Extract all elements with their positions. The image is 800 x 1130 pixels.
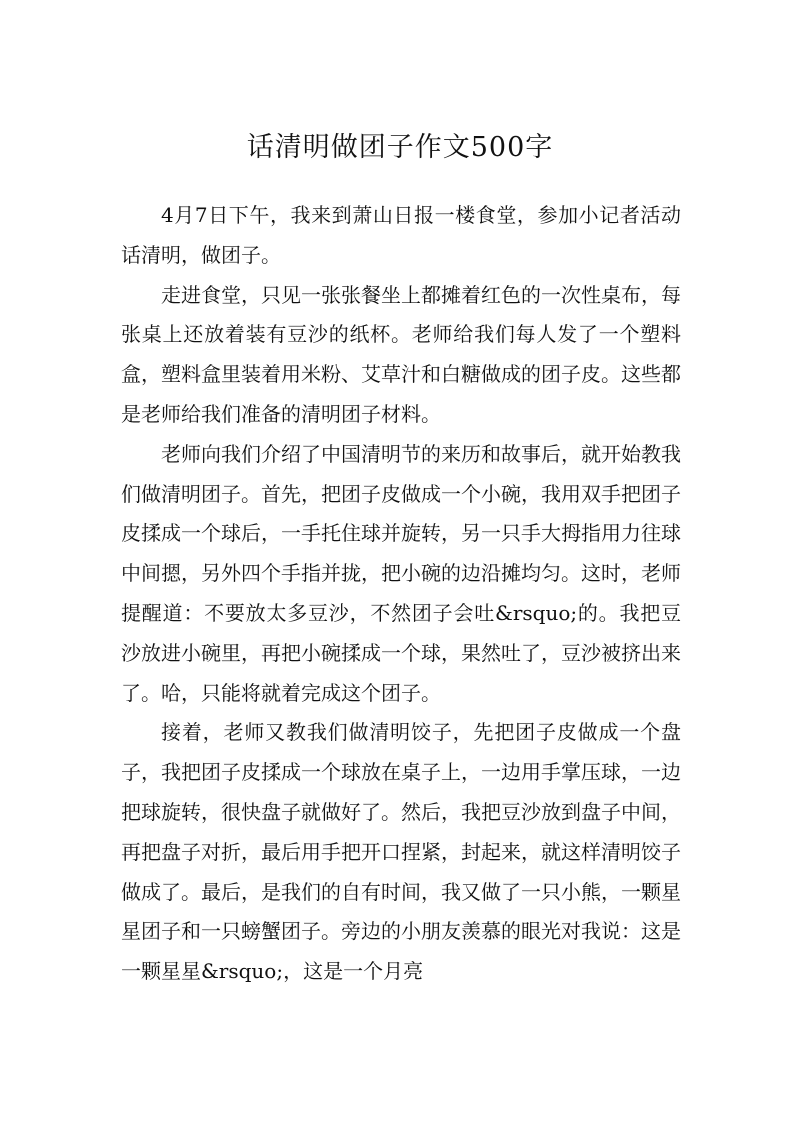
paragraph-3: 老师向我们介绍了中国清明节的来历和故事后，就开始教我们做清明团子。首先，把团子皮做成一个小碗，我用双手把团子皮揉成一个球后，一手托住球并旋转，另一只手大拇指用力往球中间摁，另外四个手指并拢，把小碗的边沿摊均匀。这时，老师提醒道：不要放太多豆沙，不然团子会吐&rsquo;的。我把豆沙放进小碗里，再把小碗揉成一个球，果然吐了，豆沙被挤出来了。哈，只能将就着完成这个团子。 bbox=[121, 441, 681, 705]
paragraph-2: 走进食堂，只见一张张餐坐上都摊着红色的一次性桌布，每张桌上还放着装有豆沙的纸杯。老师给我们每人发了一个塑料盒，塑料盒里装着用米粉、艾草汁和白糖做成的团子皮。这些都是老师给我们准备的清明团子材料。 bbox=[121, 282, 681, 426]
paragraph-4: 接着，老师又教我们做清明饺子，先把团子皮做成一个盘子，我把团子皮揉成一个球放在桌子上，一边用手掌压球，一边把球旋转，很快盘子就做好了。然后，我把豆沙放到盘子中间，再把盘子对折，最后用手把开口捏紧，封起来，就这样清明饺子做成了。最后，是我们的自有时间，我又做了一只小熊，一颗星星团子和一只螃蟹团子。旁边的小朋友羡慕的眼光对我说：这是一颗星星&rsquo;，这是一个月亮 bbox=[121, 720, 681, 984]
paragraph-1: 4月7日下午，我来到萧山日报一楼食堂，参加小记者活动话清明，做团子。 bbox=[121, 203, 681, 267]
document-title: 话清明做团子作文500字 bbox=[246, 132, 554, 163]
document-body bbox=[121, 196, 681, 992]
